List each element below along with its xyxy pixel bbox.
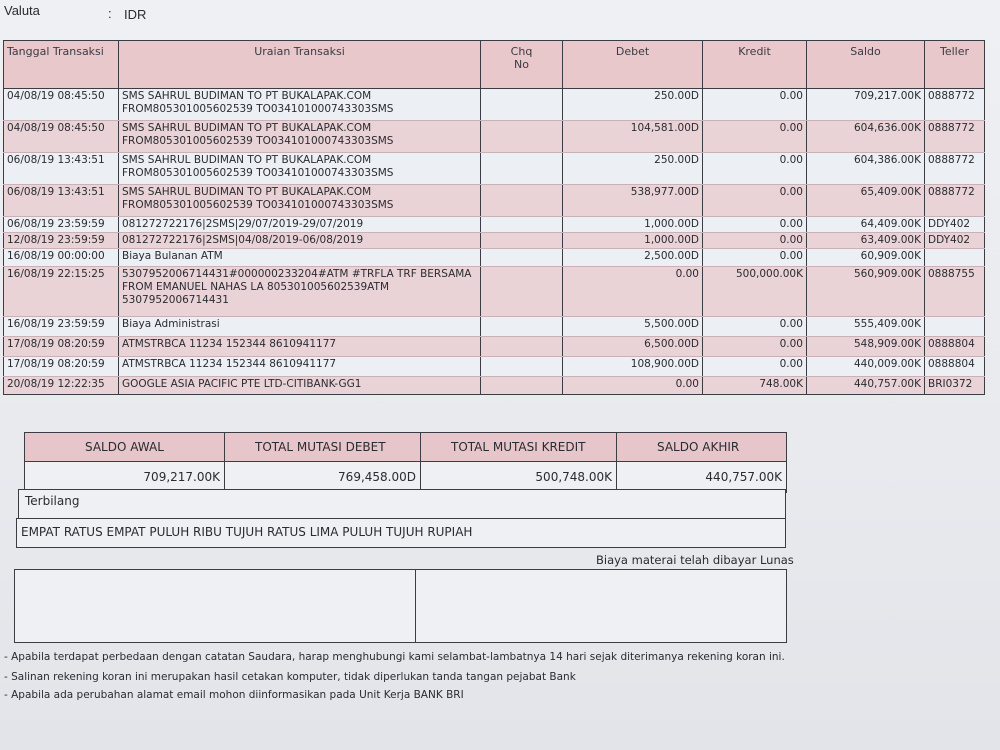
cell-credit: 500,000.00K bbox=[703, 267, 807, 317]
cell-credit: 0.00 bbox=[703, 317, 807, 337]
description-line: 5307952006714431 bbox=[122, 294, 229, 306]
table-row bbox=[4, 249, 985, 267]
cell-date: 17/08/19 08:20:59 bbox=[4, 357, 119, 377]
description-line: GOOGLE ASIA PACIFIC PTE LTD-CITIBANK-GG1 bbox=[122, 378, 362, 390]
cell-credit: 0.00 bbox=[703, 89, 807, 121]
cell-credit: 0.00 bbox=[703, 217, 807, 233]
cell-balance: 440,009.00K bbox=[807, 357, 925, 377]
cell-cheque bbox=[481, 217, 563, 233]
transaction-table bbox=[3, 40, 985, 395]
table-row bbox=[4, 317, 985, 337]
description-line: FROM805301005602539 TO034101000743303SMS bbox=[122, 199, 394, 211]
summary-header-total-credit: TOTAL MUTASI KREDIT bbox=[421, 433, 617, 462]
description-line: FROM EMANUEL NAHAS LA 805301005602539ATM bbox=[122, 281, 390, 293]
cell-cheque bbox=[481, 153, 563, 185]
table-row bbox=[4, 217, 985, 233]
col-header-debit: Debet bbox=[563, 41, 703, 89]
summary-header-total-debit: TOTAL MUTASI DEBET bbox=[225, 433, 421, 462]
cell-cheque bbox=[481, 337, 563, 357]
cell-debit: 2,500.00D bbox=[563, 249, 703, 267]
cell-teller: 0888772 bbox=[925, 185, 985, 217]
summary-value-total-debit: 769,458.00D bbox=[225, 462, 421, 493]
summary-header-opening: SALDO AWAL bbox=[25, 433, 225, 462]
col-header-balance: Saldo bbox=[807, 41, 925, 89]
cell-date: 16/08/19 00:00:00 bbox=[4, 249, 119, 267]
cell-teller bbox=[925, 249, 985, 267]
col-header-teller: Teller bbox=[925, 41, 985, 89]
cell-debit: 250.00D bbox=[563, 153, 703, 185]
cell-date: 06/08/19 23:59:59 bbox=[4, 217, 119, 233]
note-2: - Salinan rekening koran ini merupakan hasil cetakan komputer, tidak diperlukan tanda tangan pejabat Bank bbox=[4, 671, 576, 683]
cell-date: 20/08/19 12:22:35 bbox=[4, 377, 119, 395]
description-line: SMS SAHRUL BUDIMAN TO PT BUKALAPAK.COM bbox=[122, 90, 372, 102]
description-line: SMS SAHRUL BUDIMAN TO PT BUKALAPAK.COM bbox=[122, 186, 372, 198]
table-row bbox=[4, 233, 985, 249]
description-line: FROM805301005602539 TO034101000743303SMS bbox=[122, 103, 394, 115]
valuta-colon: : bbox=[108, 6, 112, 21]
cell-balance: 65,409.00K bbox=[807, 185, 925, 217]
cell-description bbox=[119, 121, 481, 153]
cell-teller: 0888804 bbox=[925, 357, 985, 377]
cell-description bbox=[119, 357, 481, 377]
col-header-cheque: Chq No bbox=[481, 41, 563, 89]
cell-debit: 104,581.00D bbox=[563, 121, 703, 153]
description-line: FROM805301005602539 TO034101000743303SMS bbox=[122, 167, 394, 179]
cell-cheque bbox=[481, 317, 563, 337]
col-header-credit: Kredit bbox=[703, 41, 807, 89]
cell-balance: 60,909.00K bbox=[807, 249, 925, 267]
cell-debit: 108,900.00D bbox=[563, 357, 703, 377]
description-line: ATMSTRBCA 11234 152344 8610941177 bbox=[122, 338, 337, 350]
cell-balance: 440,757.00K bbox=[807, 377, 925, 395]
cell-description bbox=[119, 337, 481, 357]
table-row bbox=[4, 121, 985, 153]
description-line: 081272722176|2SMS|04/08/2019-06/08/2019 bbox=[122, 234, 364, 246]
cell-balance: 64,409.00K bbox=[807, 217, 925, 233]
cell-balance: 548,909.00K bbox=[807, 337, 925, 357]
cell-description bbox=[119, 89, 481, 121]
cell-description bbox=[119, 267, 481, 317]
cell-description bbox=[119, 317, 481, 337]
cell-cheque bbox=[481, 249, 563, 267]
cell-date: 16/08/19 23:59:59 bbox=[4, 317, 119, 337]
table-row bbox=[4, 89, 985, 121]
table-row bbox=[4, 153, 985, 185]
cell-date: 04/08/19 08:45:50 bbox=[4, 121, 119, 153]
cell-description bbox=[119, 217, 481, 233]
cell-balance: 604,386.00K bbox=[807, 153, 925, 185]
valuta-label: Valuta bbox=[4, 3, 40, 18]
cell-teller: 0888772 bbox=[925, 121, 985, 153]
cell-cheque bbox=[481, 267, 563, 317]
cell-debit: 1,000.00D bbox=[563, 217, 703, 233]
cell-teller: BRI0372 bbox=[925, 377, 985, 395]
description-line: Biaya Bulanan ATM bbox=[122, 250, 223, 262]
cell-cheque bbox=[481, 377, 563, 395]
description-line: ATMSTRBCA 11234 152344 8610941177 bbox=[122, 358, 337, 370]
cell-debit: 538,977.00D bbox=[563, 185, 703, 217]
cell-credit: 748.00K bbox=[703, 377, 807, 395]
table-row bbox=[4, 185, 985, 217]
cell-date: 16/08/19 22:15:25 bbox=[4, 267, 119, 317]
table-row bbox=[4, 337, 985, 357]
note-1: - Apabila terdapat perbedaan dengan catatan Saudara, harap menghubungi kami selambat-lambatnya 14 hari sejak diterimanya rekening koran ini. bbox=[4, 651, 785, 663]
cell-debit: 0.00 bbox=[563, 267, 703, 317]
description-line: FROM805301005602539 TO034101000743303SMS bbox=[122, 135, 394, 147]
cell-balance: 604,636.00K bbox=[807, 121, 925, 153]
cell-cheque bbox=[481, 185, 563, 217]
cell-debit: 1,000.00D bbox=[563, 233, 703, 249]
table-header-row bbox=[4, 41, 985, 89]
cell-credit: 0.00 bbox=[703, 185, 807, 217]
summary-value-total-credit: 500,748.00K bbox=[421, 462, 617, 493]
cell-balance: 709,217.00K bbox=[807, 89, 925, 121]
cell-cheque bbox=[481, 357, 563, 377]
cell-credit: 0.00 bbox=[703, 249, 807, 267]
cell-date: 06/08/19 13:43:51 bbox=[4, 153, 119, 185]
col-header-date: Tanggal Transaksi bbox=[4, 41, 119, 89]
col-header-description: Uraian Transaksi bbox=[119, 41, 481, 89]
description-line: 081272722176|2SMS|29/07/2019-29/07/2019 bbox=[122, 218, 364, 230]
cell-description bbox=[119, 377, 481, 395]
cell-credit: 0.00 bbox=[703, 337, 807, 357]
cell-cheque bbox=[481, 233, 563, 249]
cell-balance: 560,909.00K bbox=[807, 267, 925, 317]
terbilang-text-box bbox=[16, 518, 786, 548]
cell-debit: 5,500.00D bbox=[563, 317, 703, 337]
table-row bbox=[4, 267, 985, 317]
cell-teller: DDY402 bbox=[925, 233, 985, 249]
cell-description bbox=[119, 185, 481, 217]
cell-cheque bbox=[481, 121, 563, 153]
cell-debit: 250.00D bbox=[563, 89, 703, 121]
cell-description bbox=[119, 153, 481, 185]
cell-date: 04/08/19 08:45:50 bbox=[4, 89, 119, 121]
summary-table bbox=[24, 432, 787, 493]
description-line: 5307952006714431#000000233204#ATM #TRFLA TRF BERSAMA bbox=[122, 268, 472, 280]
signature-box-right bbox=[415, 569, 787, 643]
summary-value-opening: 709,217.00K bbox=[25, 462, 225, 493]
signature-box-left bbox=[14, 569, 416, 643]
cell-teller: 0888804 bbox=[925, 337, 985, 357]
materai-note: Biaya materai telah dibayar Lunas bbox=[596, 553, 794, 567]
cell-description bbox=[119, 249, 481, 267]
cell-date: 12/08/19 23:59:59 bbox=[4, 233, 119, 249]
cell-teller bbox=[925, 317, 985, 337]
valuta-value: IDR bbox=[124, 7, 147, 22]
cell-balance: 555,409.00K bbox=[807, 317, 925, 337]
description-line: SMS SAHRUL BUDIMAN TO PT BUKALAPAK.COM bbox=[122, 154, 372, 166]
cell-description bbox=[119, 233, 481, 249]
cell-balance: 63,409.00K bbox=[807, 233, 925, 249]
cell-teller: 0888755 bbox=[925, 267, 985, 317]
table-row bbox=[4, 357, 985, 377]
description-line: Biaya Administrasi bbox=[122, 318, 220, 330]
cell-date: 17/08/19 08:20:59 bbox=[4, 337, 119, 357]
table-row bbox=[4, 377, 985, 395]
cell-teller: DDY402 bbox=[925, 217, 985, 233]
cell-cheque bbox=[481, 89, 563, 121]
note-3: - Apabila ada perubahan alamat email mohon diinformasikan pada Unit Kerja BANK BRI bbox=[4, 689, 464, 701]
cell-debit: 6,500.00D bbox=[563, 337, 703, 357]
terbilang-box bbox=[18, 489, 786, 519]
summary-header-row bbox=[25, 433, 787, 462]
summary-header-closing: SALDO AKHIR bbox=[617, 433, 787, 462]
cell-credit: 0.00 bbox=[703, 357, 807, 377]
cell-credit: 0.00 bbox=[703, 153, 807, 185]
summary-value-row bbox=[25, 462, 787, 493]
cell-credit: 0.00 bbox=[703, 233, 807, 249]
summary-value-closing: 440,757.00K bbox=[617, 462, 787, 493]
cell-teller: 0888772 bbox=[925, 153, 985, 185]
cell-credit: 0.00 bbox=[703, 121, 807, 153]
cell-debit: 0.00 bbox=[563, 377, 703, 395]
cell-date: 06/08/19 13:43:51 bbox=[4, 185, 119, 217]
description-line: SMS SAHRUL BUDIMAN TO PT BUKALAPAK.COM bbox=[122, 122, 372, 134]
cell-teller: 0888772 bbox=[925, 89, 985, 121]
terbilang-text: EMPAT RATUS EMPAT PULUH RIBU TUJUH RATUS LIMA PULUH TUJUH RUPIAH bbox=[21, 525, 473, 539]
terbilang-label: Terbilang bbox=[25, 494, 80, 508]
